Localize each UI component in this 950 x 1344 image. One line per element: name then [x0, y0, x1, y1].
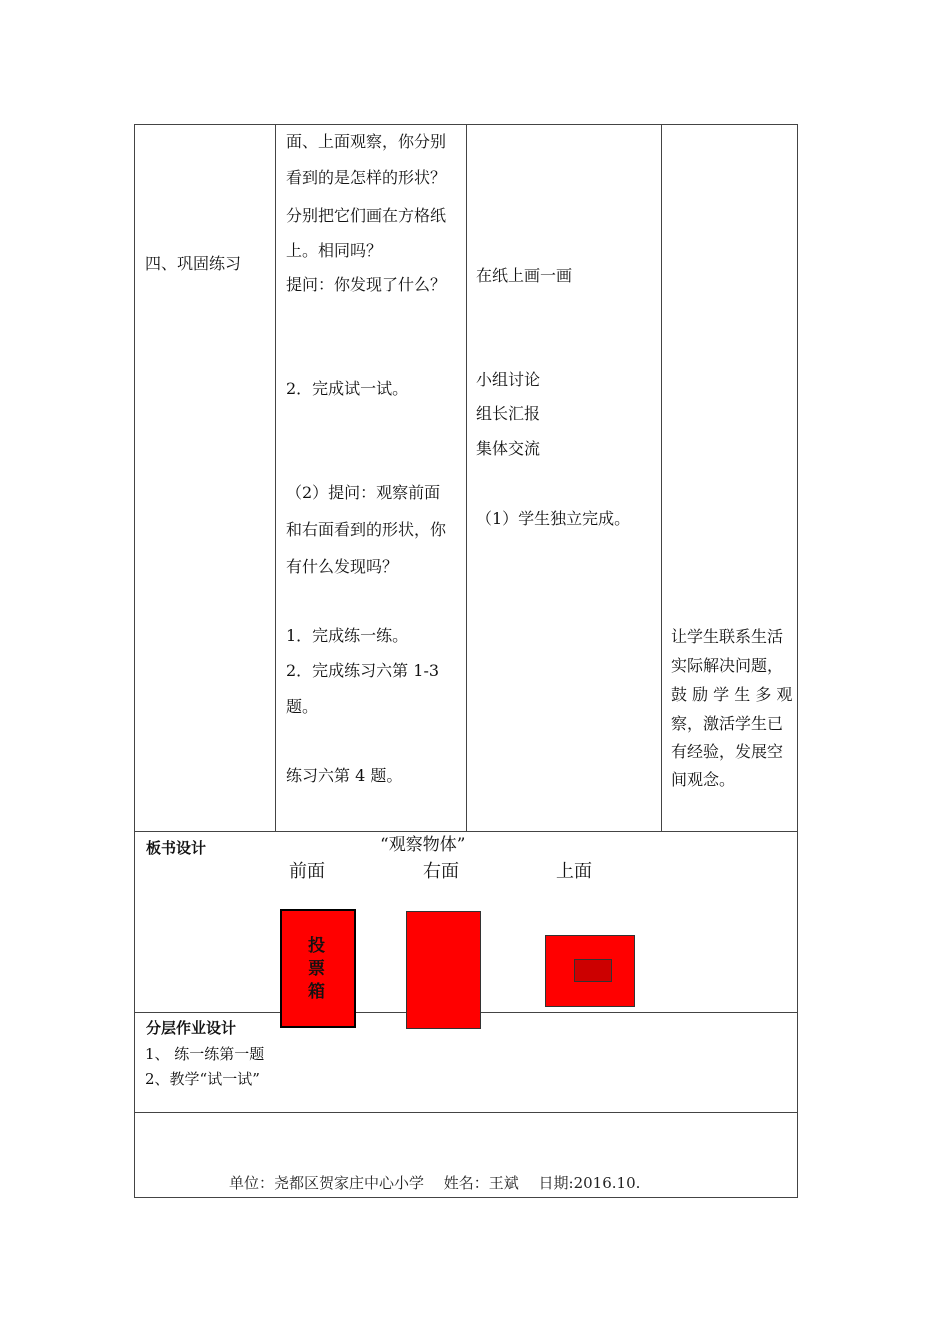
teacher-line: 面、上面观察，你分别 [286, 132, 447, 151]
teacher-line: 2．完成练习六第 1-3 [286, 661, 440, 680]
teacher-line: 有什么发现吗？ [286, 557, 399, 576]
intent-line: 有经验，发展空 [671, 742, 784, 761]
right-view-shape [406, 911, 481, 1029]
teacher-line: 练习六第 4 题。 [286, 766, 403, 785]
teacher-line: 提问：你发现了什么？ [286, 275, 447, 294]
teacher-line: 上。相同吗？ [286, 241, 383, 260]
view-top-label: 上面 [556, 861, 592, 882]
homework-item: 2、教学“试一试” [145, 1070, 260, 1088]
table-border-bottom [134, 1197, 798, 1198]
box-label-char: 箱 [308, 982, 325, 1002]
table-border-left [134, 124, 135, 1198]
intent-line: 鼓 励 学 生 多 观 [671, 685, 793, 704]
student-line: 小组讨论 [476, 370, 541, 389]
student-line: （1）学生独立完成。 [476, 509, 631, 528]
teacher-line: 题。 [286, 697, 319, 716]
student-line: 在纸上画一画 [476, 266, 573, 285]
view-front-label: 前面 [289, 861, 325, 882]
stage-label: 四、巩固练习 [145, 254, 242, 273]
board-label: 板书设计 [146, 839, 207, 857]
student-line: 集体交流 [476, 439, 541, 458]
teacher-line: 看到的是怎样的形状？ [286, 168, 447, 187]
teacher-line: 2．完成试一试。 [286, 379, 409, 398]
intent-line: 察，激活学生已 [671, 714, 784, 733]
col-divider-2 [466, 124, 467, 831]
top-view-slot [574, 959, 612, 982]
student-line: 组长汇报 [476, 404, 541, 423]
teacher-line: 和右面看到的形状，你 [286, 520, 447, 539]
homework-label: 分层作业设计 [146, 1019, 237, 1037]
row-divider-footer [134, 1112, 798, 1113]
board-title: “观察物体” [380, 835, 466, 855]
footer-info: 单位：尧都区贺家庄中心小学 姓名：王斌 日期:2016.10. [229, 1174, 641, 1192]
teacher-line: 分别把它们画在方格纸 [286, 206, 447, 225]
teacher-line: （2）提问：观察前面 [286, 483, 441, 502]
homework-item: 1、 练一练第一题 [145, 1045, 265, 1063]
intent-line: 实际解决问题， [671, 656, 784, 675]
box-label-char: 投 [308, 936, 325, 956]
intent-line: 让学生联系生活 [671, 627, 784, 646]
table-border-right [797, 124, 798, 1198]
col-divider-3 [661, 124, 662, 831]
view-right-label: 右面 [423, 861, 459, 882]
row-divider-board [134, 831, 798, 832]
intent-line: 间观念。 [671, 770, 736, 789]
col-divider-1 [275, 124, 276, 831]
teacher-line: 1．完成练一练。 [286, 626, 409, 645]
box-label-char: 票 [308, 959, 325, 979]
